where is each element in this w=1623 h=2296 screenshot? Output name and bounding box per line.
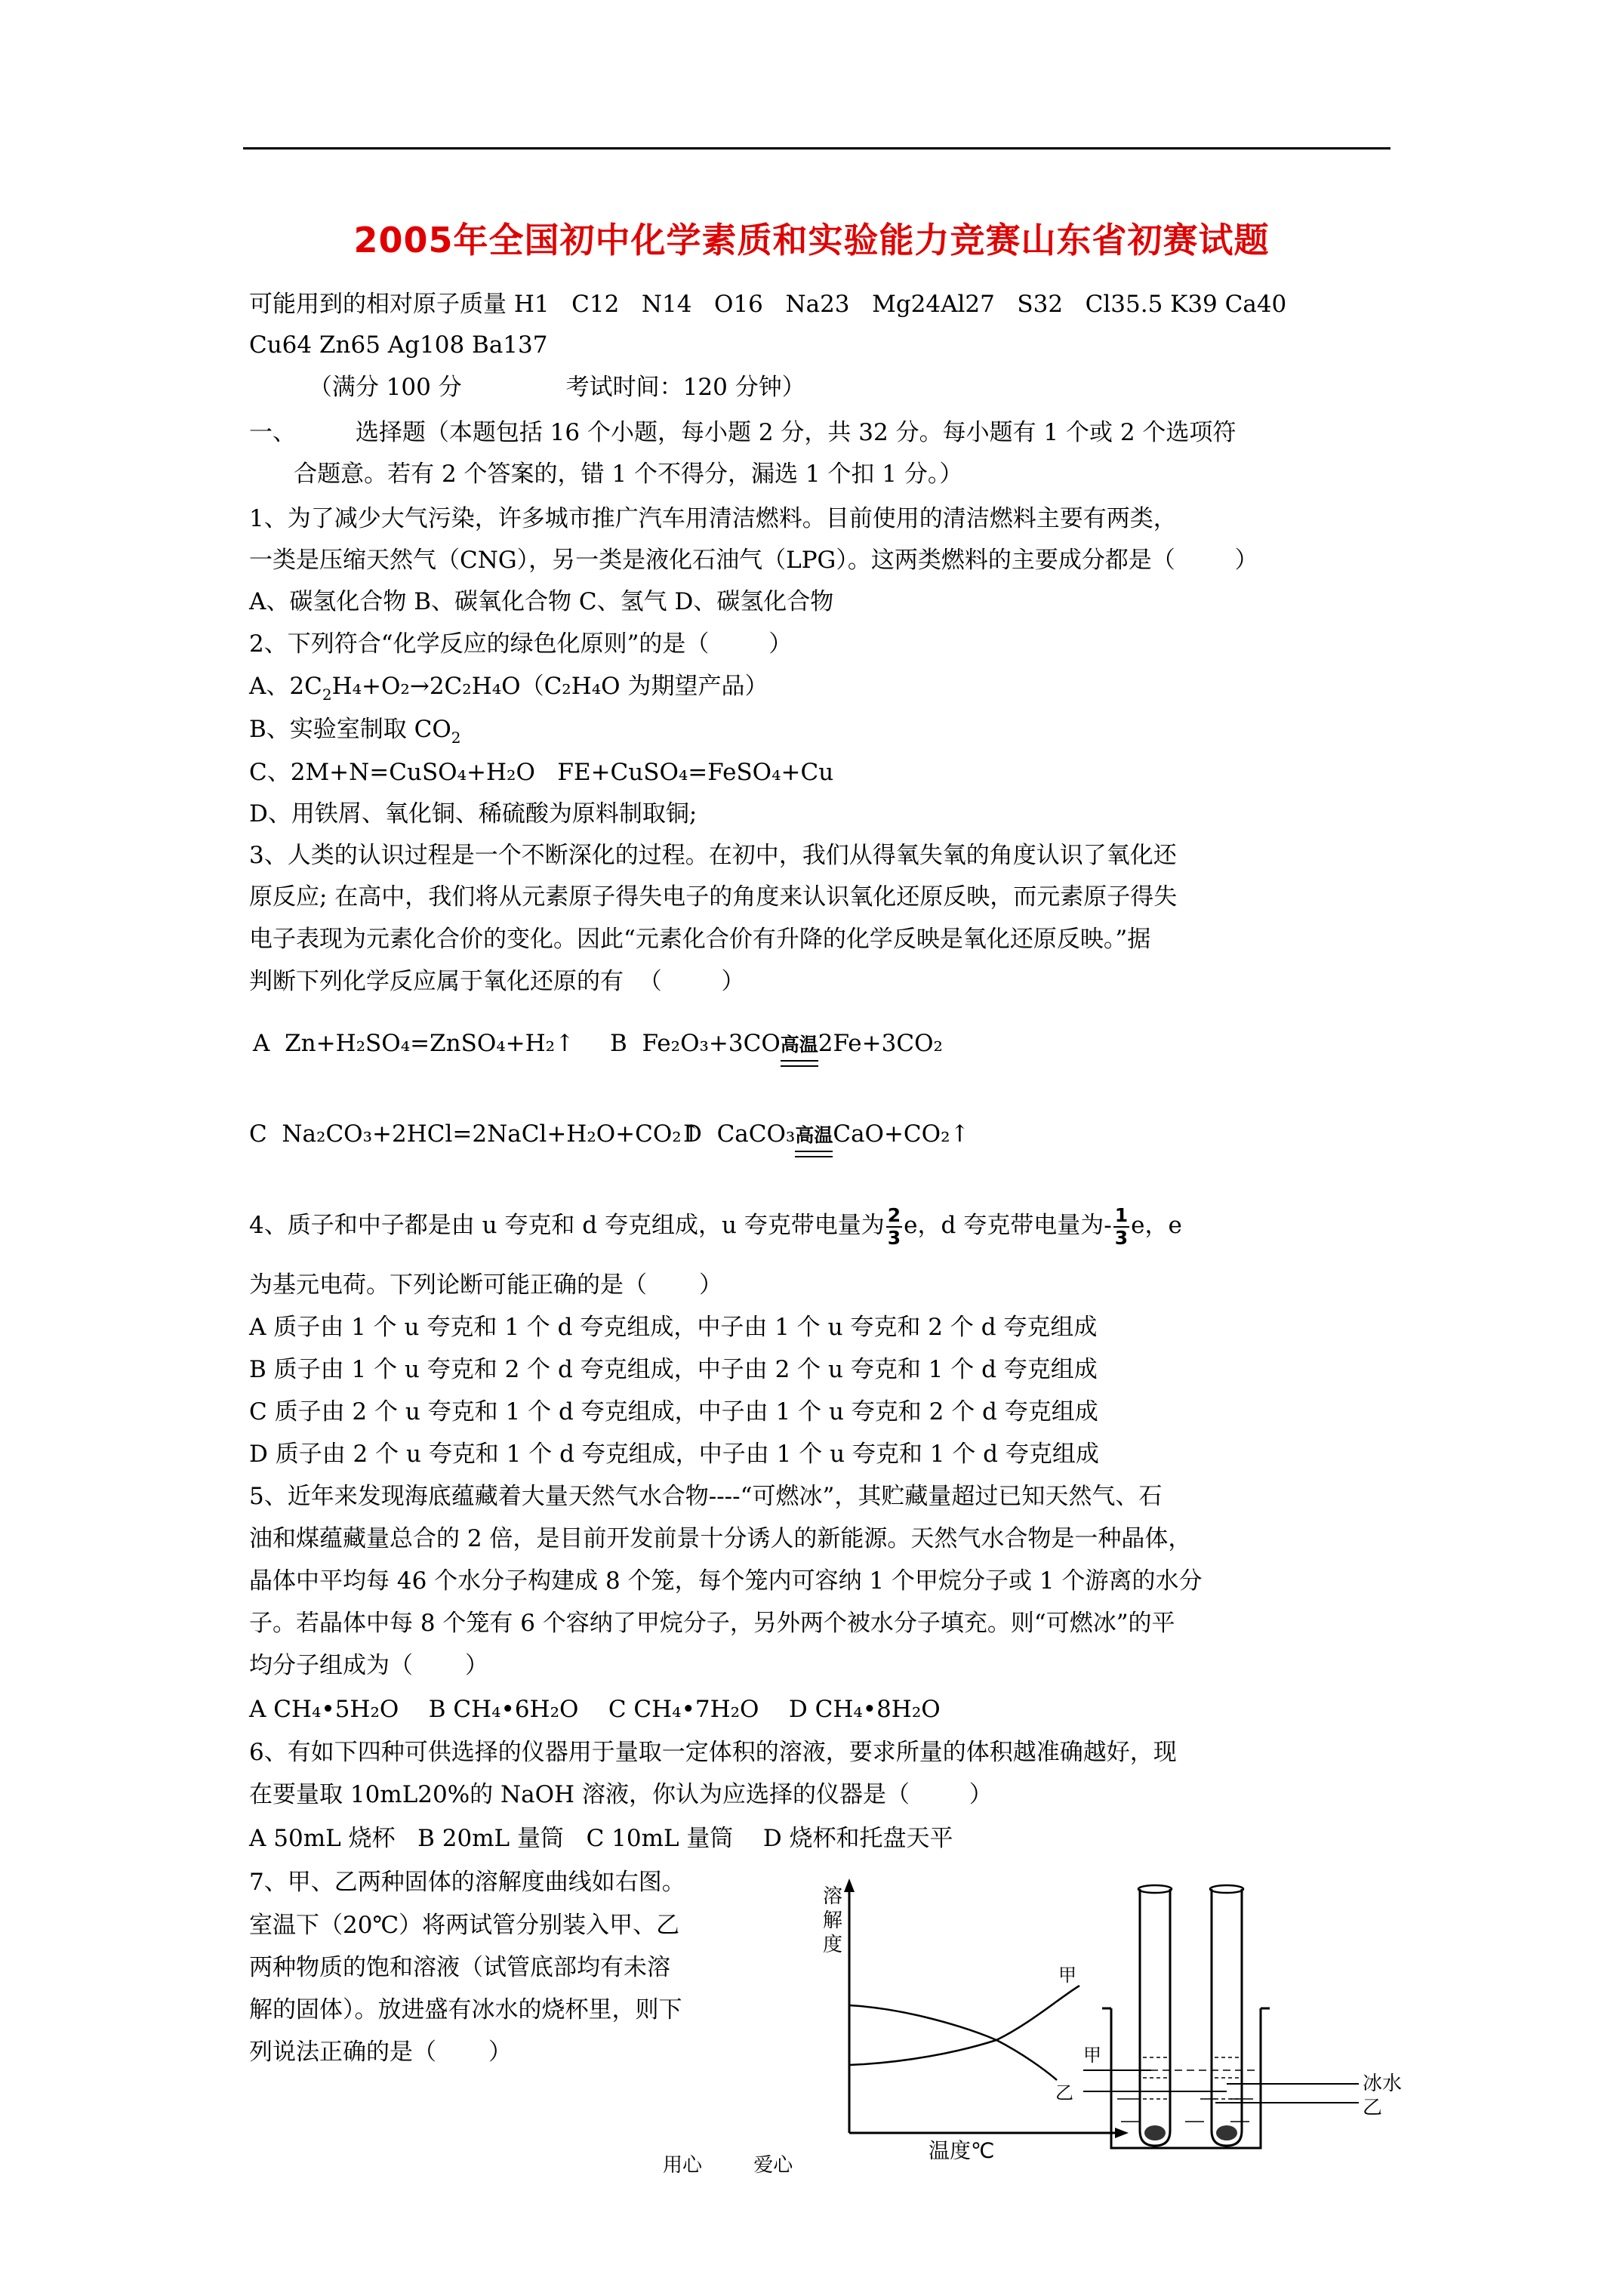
q7-line1: 7、甲、乙两种固体的溶解度曲线如右图。 bbox=[249, 1869, 685, 1896]
q3-option-b bbox=[610, 1028, 943, 1060]
q3-option-a: A Zn+H₂SO₄=ZnSO₄+H₂↑ bbox=[253, 1030, 575, 1057]
q1-line2: 一类是压缩天然气（CNG），另一类是液化石油气（LPG）。这两类燃料的主要成分都是（ ） bbox=[249, 547, 1258, 574]
test-tube-yi bbox=[1212, 1889, 1242, 2146]
fraction-two-thirds: $\frac{2}{3}$ bbox=[887, 1203, 901, 1249]
q1-line1: 1、为了减少大气污染，许多城市推广汽车用清洁燃料。目前使用的清洁燃料主要有两类， bbox=[249, 505, 1177, 532]
q5-options: A CH₄•5H₂O B CH₄•6H₂O C CH₄•7H₂O D CH₄•8H₂O bbox=[249, 1696, 941, 1723]
q4-post: e，e bbox=[1131, 1212, 1182, 1239]
q5-line5: 均分子组成为（ ） bbox=[249, 1652, 488, 1679]
q6-line1: 6、有如下四种可供选择的仪器用于量取一定体积的溶液，要求所量的体积越准确越好，现 bbox=[249, 1739, 1177, 1766]
q5-line1: 5、近年来发现海底蕴藏着大量天然气水合物----“可燃冰”，其贮藏量超过已知天然气、石 bbox=[249, 1483, 1163, 1510]
q4-mid: e，d 夸克带电量为 bbox=[904, 1212, 1104, 1239]
fraction-one-third: $\frac{1}{3}$ bbox=[1114, 1203, 1129, 1249]
q4-option-c: C 质子由 2 个 u 夸克和 1 个 d 夸克组成，中子由 1 个 u 夸克和 2 个 d 夸克组成 bbox=[249, 1398, 1098, 1425]
q2-option-b: B、实验室制取 $CO_2$ bbox=[249, 716, 461, 747]
q4-minus: - bbox=[1104, 1212, 1112, 1239]
page-footer bbox=[663, 2150, 838, 2177]
page-title: 2005年全国初中化学素质和实验能力竞赛山东省初赛试题 bbox=[353, 220, 1270, 260]
curve-jia-label: 甲 bbox=[1058, 1965, 1076, 1986]
q7-line2: 室温下（20℃）将两试管分别装入甲、乙 bbox=[249, 1912, 680, 1939]
footer-left: 用心 bbox=[663, 2154, 703, 2177]
q3-option-c: C Na₂CO₃+2HCl=2NaCl+H₂O+CO₂↑ bbox=[249, 1120, 701, 1148]
q5-line4: 子。若晶体中每 8 个笼有 6 个容纳了甲烷分子，另外两个被水分子填充。则“可燃冰”的平 bbox=[249, 1610, 1175, 1637]
q3-b-post: 2Fe+3CO₂ bbox=[818, 1030, 943, 1057]
tube-yi-label: 乙 bbox=[1055, 2082, 1073, 2103]
q3-option-d bbox=[683, 1119, 969, 1151]
x-axis-label: 温度℃ bbox=[929, 2138, 995, 2159]
atomic-masses-line2: Cu64 Zn65 Ag108 Ba137 bbox=[249, 331, 548, 359]
q2-option-c: C、2M+N=CuSO₄+H₂O FE+CuSO₄=FeSO₄+Cu bbox=[249, 759, 834, 786]
q4-option-b: B 质子由 1 个 u 夸克和 2 个 d 夸克组成，中子由 2 个 u 夸克和 1 个 d 夸克组成 bbox=[249, 1356, 1098, 1383]
score-line: （满分 100 分 考试时间：120 分钟） bbox=[249, 374, 805, 401]
q3-b-pre: B Fe₂O₃+3CO bbox=[610, 1030, 781, 1057]
q7-line4: 解的固体）。放进盛有冰水的烧杯里，则下 bbox=[249, 1996, 682, 2023]
atomic-masses-line1: 可能用到的相对原子质量 H1 C12 N14 O16 Na23 Mg24Al27 S32 Cl35.5 K39 Ca40 bbox=[249, 291, 1287, 318]
high-temp-label: 高温 bbox=[781, 1030, 818, 1060]
q3-d-pre: D CaCO₃ bbox=[683, 1120, 796, 1148]
q2-option-d: D、用铁屑、氧化铜、稀硫酸为原料制取铜; bbox=[249, 800, 698, 827]
q3-d-post: CaO+CO₂↑ bbox=[833, 1120, 970, 1148]
q3-line1: 3、人类的认识过程是一个不断深化的过程。在初中，我们从得氧失氧的角度认识了氧化还 bbox=[249, 842, 1177, 869]
q7-line3: 两种物质的饱和溶液（试管底部均有未溶 bbox=[249, 1954, 670, 1981]
q6-options: A 50mL 烧杯 B 20mL 量筒 C 10mL 量筒 D 烧杯和托盘天平 bbox=[249, 1825, 953, 1852]
q4-pre: 4、质子和中子都是由 u 夸克和 d 夸克组成，u 夸克带电量为 bbox=[249, 1212, 885, 1239]
q2-stem: 2、下列符合“化学反应的绿色化原则”的是（ ） bbox=[249, 630, 793, 658]
q5-line3: 晶体中平均每 46 个水分子构建成 8 个笼，每个笼内可容纳 1 个甲烷分子或 1 个游离的水分 bbox=[249, 1567, 1203, 1595]
footer-right: 爱心 bbox=[753, 2154, 793, 2177]
q6-line2: 在要量取 10mL20%的 NaOH 溶液，你认为应选择的仪器是（ ） bbox=[249, 1781, 993, 1808]
q3-line4: 判断下列化学反应属于氧化还原的有 （ ） bbox=[249, 968, 745, 995]
tube-jia-label: 甲 bbox=[1083, 2045, 1101, 2066]
high-temp-label-2: 高温 bbox=[795, 1120, 833, 1151]
section1-line2: 合题意。若有 2 个答案的，错 1 个不得分，漏选 1 个扣 1 分。） bbox=[249, 461, 963, 488]
q4-line2: 为基元电荷。下列论断可能正确的是（ ） bbox=[249, 1271, 722, 1299]
q2-a-pre: A、2C bbox=[249, 673, 322, 700]
test-tube-jia bbox=[1140, 1889, 1170, 2146]
q2-b-text: B、实验室制取 CO bbox=[249, 716, 451, 743]
section1-line1: 一、 选择题（本题包括 16 个小题，每小题 2 分，共 32 分。每小题有 1 个或 2 个选项符 bbox=[249, 419, 1236, 446]
q4-option-a: A 质子由 1 个 u 夸克和 1 个 d 夸克组成，中子由 1 个 u 夸克和 2 个 d 夸克组成 bbox=[249, 1314, 1098, 1341]
q2-option-a: A、$2C_2H_4+O_2\to 2C_2H_4O(C_2H_4O$ 为期望产品） bbox=[249, 673, 768, 704]
solid-jia bbox=[1144, 2125, 1166, 2140]
yi-right-label: 乙 bbox=[1363, 2097, 1383, 2119]
q3-line2: 原反应; 在高中，我们将从元素原子得失电子的角度来认识氧化还原反映，而元素原子得失 bbox=[249, 883, 1178, 911]
q5-line2: 油和煤蕴藏量总合的 2 倍，是目前开发前景十分诱人的新能源。天然气水合物是一种晶体， bbox=[249, 1525, 1192, 1552]
q1-options: A、碳氢化合物 B、碳氧化合物 C、氢气 D、碳氢化合物 bbox=[249, 588, 834, 615]
header-rule bbox=[243, 147, 1390, 149]
solid-yi bbox=[1216, 2125, 1237, 2140]
q4-line1 bbox=[249, 1199, 1182, 1252]
q7-line5: 列说法正确的是（ ） bbox=[249, 2039, 512, 2066]
q3-line3: 电子表现为元素化合价的变化。因此“元素化合价有升降的化学反映是氧化还原反映。”据 bbox=[249, 926, 1151, 953]
y-axis-label-2: 解 bbox=[823, 1909, 843, 1932]
ice-water-label: 冰水 bbox=[1363, 2073, 1403, 2095]
y-axis-label-1: 溶 bbox=[823, 1885, 843, 1908]
q4-option-d: D 质子由 2 个 u 夸克和 1 个 d 夸克组成，中子由 1 个 u 夸克和 1 个 d 夸克组成 bbox=[249, 1441, 1099, 1468]
q2-a-eq: H₄+O₂→2C₂H₄O（C₂H₄O 为期望产品） bbox=[331, 673, 768, 700]
y-axis-label-3: 度 bbox=[823, 1934, 843, 1956]
beaker-test-tubes-figure bbox=[989, 1872, 1412, 2159]
